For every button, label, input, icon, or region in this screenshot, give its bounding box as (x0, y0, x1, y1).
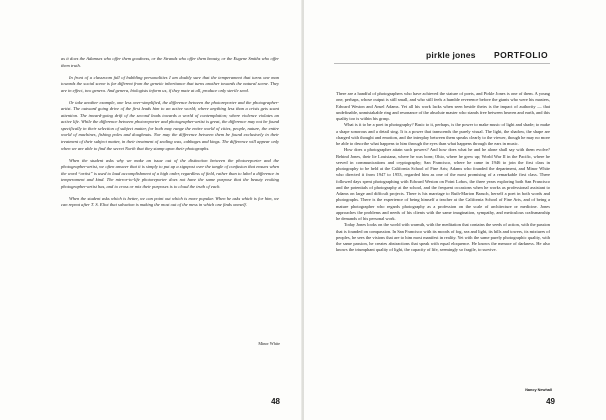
left-signature: Minor White (258, 341, 280, 346)
left-paragraph: When the student asks why we make an issue out of the distinction between the photoreporter and the photographer-artist, we often answer that it is simply to put up a signpost over the tangle of confusion that ensues when the word “artist” is used to laud accomplishment of a high order, regardless of field, rather than to label a difference in temperament and kind. The mirror-to-life photoreporter does not have the same purpose that the beauty evoking photographer-artist has, and to cross or mix their purposes is to cloud the truth of each. (61, 157, 279, 189)
right-paragraph: How does a photographer attain such powers? And how does what he and he alone shall say with them evolve? Behind Jones, their lie Louisiana, where he was born; Ohio, where he grew up; World War II in the Pacific, where he served in communications and cryptography; San Francisco, where he came in 1946 to join the first class in photography to be held at the California School of Fine Arts; Adams who founded the department, and Minor White who directed it from 1947 to 1953, regarded him as one of the most promising of a remarkable first class. There followed days spent photographing with Edward Weston on Point Lobos, the three years exploring both San Francisco and the potentials of photography at the school, and the frequent occasions when he works as professional assistant to Adams on large and difficult projects. There is his marriage to Ruth-Marion Baruch, herself a poet in both words and photographs. There is the experience of being himself a teacher at the California School of Fine Arts, and of being a mature photographer who regards photography as a profession on the scale of architecture or medicine. Jones approaches the problems and needs of his clients with the same imagination, sympathy, and meticulous craftsmanship he demands of his personal work. (336, 147, 550, 221)
left-paragraph: as it does the Adamses who offer them goodness, or the Strands who offer them beauty, or the Eugene Smiths who offer them truth. (61, 56, 279, 68)
right-page-number: 49 (546, 397, 555, 406)
right-paragraph: Today Jones looks on the world with warmth, with the meditation that contains the seeds of action, with the passion that is founded on compassion. In San Francisco with its moods of fog, sea and light, its hills and towers, its mixtures of peoples, he sees the visions that are to him most manifest in reality. Yet with the same purely photographic quality, with the same passion, he creates abstractions that speak with equal eloquence. He knows the menace of darkness. He also knows the triumphant quality of light, the capacity of life, seemingly so fragile, to survive. (336, 222, 550, 253)
left-paragraph: In front of a classroom full of bubbling personalities I am doubly sure that the temperament that turns one man towards the social scene is far different from the genetic inheritance that turns another towards the natural scene. They are in effect, two genera. And genera, biologists inform us, if they mate at all, produce only sterile seed. (61, 74, 279, 93)
left-paragraph: When the student asks which is better, we can point out which is more popular. When he asks which is for him, we can repeat after T. S. Eliot that salvation is making the most out of the mess in which one finds oneself. (61, 195, 279, 208)
left-paragraph: Or take another example, one less over-simplified, the difference between the photoreporter and the photographer-artist. The outward going drive of the first leads him to an active world; where anything less than a crisis gets scant attention. The inward-going drift of the second leads towards a world of contemplation; where violence violates an active life. While the difference between photoreporter and photographer-artist is great, the difference may not be found specifically in their selection of subject matter, for both may range the entire world of cities, people, nature, the entire world of machines, fishing poles and doughnuts. Nor may the difference between them be found exclusively in their treatment of their subject matter, in their treatment of sealing wax, cabbages and kings. The difference will appear only when we are able to find the secret North that they stamp upon their photographs. (61, 99, 279, 151)
header-rule (334, 63, 550, 64)
right-paragraph: What is it to be a poet in photography? Basic to it, perhaps, is the power to make music of light and shade; to make a shape sonorous and a detail sing. It is a power that transcends the purely visual. The light, the shadow, the shape are charged with thought and emotion, and the interplay between them speaks clearly to the viewer, though he may no more be able to describe what happens to him through the eyes than what happens through the ears in music. (336, 122, 550, 146)
running-header-name: pirkle jones (426, 50, 476, 60)
right-signature: Nancy Newhall (525, 388, 552, 392)
running-header-section: PORTFOLIO (494, 50, 549, 60)
left-page-number: 48 (271, 397, 280, 406)
right-paragraph: There are a handful of photographers who have achieved the stature of poets, and Pirkle Jones is one of them. A young one, perhaps, whose output is still small, and who still feels a humble reverence before the giants who were his masters, Edward Weston and Ansel Adams. Yet all his work lacks when seen beside theirs is the impact of authority — that undefinable, unmistakable ring and resonance of the absolute master who stands free between heaven and earth, and this quality too is within his grasp. (336, 91, 550, 121)
left-page (0, 0, 302, 420)
right-page-body (336, 91, 550, 254)
left-page-body (61, 56, 279, 209)
